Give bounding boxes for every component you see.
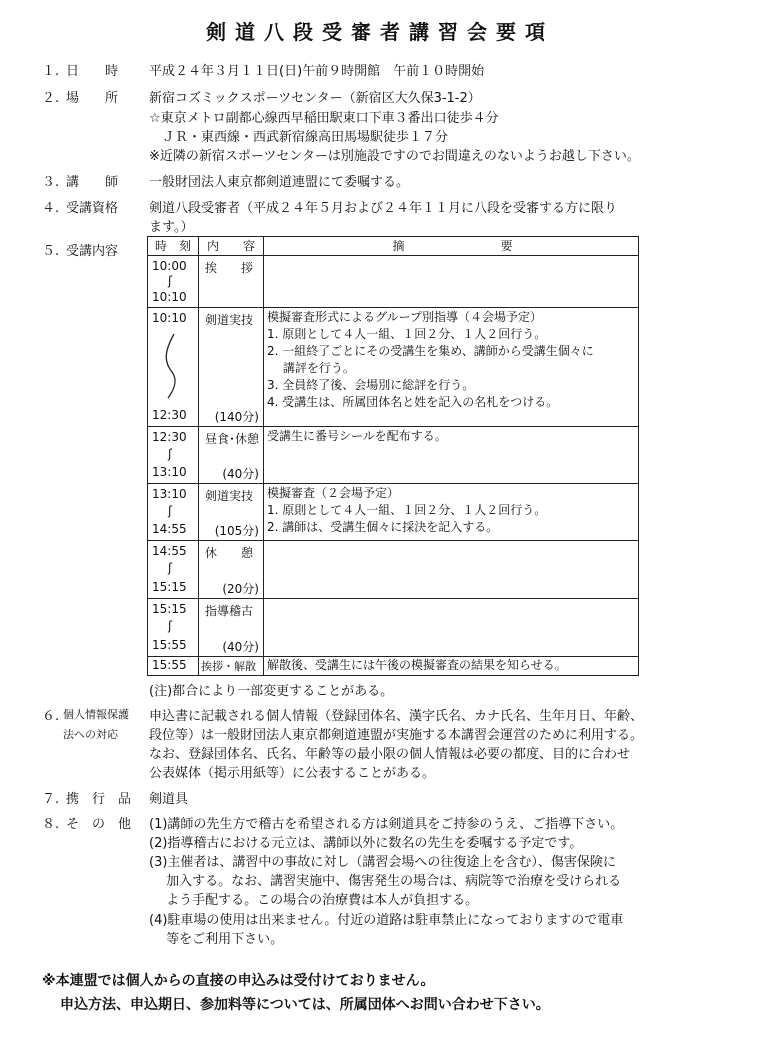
- section-label: 場 所: [66, 91, 119, 106]
- section-number: １.: [42, 64, 60, 79]
- section-label: 日 時: [66, 64, 119, 79]
- footer-inquiry: 申込方法、申込期日、参加料等については、所属団体へお問い合わせ下さい。: [60, 997, 550, 1013]
- table-row: [148, 540, 638, 598]
- detail-line: 講評を行う。: [267, 361, 355, 375]
- range-tilde: ʃ: [168, 504, 173, 518]
- activity-name: 昼食･休憩: [205, 432, 260, 446]
- section-text: 一般財団法人東京都剣道連盟にて委嘱する。: [149, 175, 410, 190]
- section-text: 平成２４年３月１１日(日)午前９時開館 午前１０時開始: [149, 64, 485, 79]
- section-text: 公表媒体（掲示用紙等）に公表することがある。: [149, 766, 436, 781]
- footer-notice: ※本連盟では個人からの直接の申込みは受付けておりません。: [42, 973, 435, 989]
- section-text: 新宿コズミックスポーツセンター（新宿区大久保3-1-2）: [149, 91, 481, 106]
- detail-line: 3. 全員終了後、会場別に総評を行う。: [267, 378, 475, 392]
- page-title: 剣道八段受審者講習会要項: [206, 20, 554, 44]
- header-content: 内 容: [199, 237, 264, 255]
- activity-name: 剣道実技: [205, 489, 254, 503]
- range-curve: [162, 332, 182, 400]
- start-time: 15:55: [152, 658, 187, 672]
- detail-line: 4. 受講生は、所属団体名と姓を記入の名札をつける。: [267, 395, 559, 409]
- detail-line: 1. 原則として４人一組、１回２分、１人２回行う。: [267, 327, 547, 341]
- section-number: ５.: [42, 244, 60, 259]
- table-row: [148, 426, 638, 483]
- end-time: 15:15: [152, 580, 187, 594]
- section-text: (1)講師の先生方で稽古を希望される方は剣道具をご持参のうえ、ご指導下さい。: [149, 817, 624, 832]
- detail-line: 模擬審査（２会場予定）: [267, 486, 400, 500]
- start-time: 12:30: [152, 430, 187, 444]
- start-time: 14:55: [152, 544, 187, 558]
- table-row: [148, 483, 638, 540]
- section-label: 受講内容: [66, 244, 119, 259]
- section-text: (4)駐車場の使用は出来ません。付近の道路は駐車禁止になっておりますので電車: [149, 913, 624, 928]
- schedule-table: [147, 236, 639, 676]
- section-text: よう手配する。この場合の治療費は本人が負担する。: [149, 893, 479, 908]
- activity-name: 挨 拶: [205, 261, 254, 275]
- activity-duration: (105分): [214, 524, 259, 538]
- section-label: 法への対応: [63, 728, 118, 741]
- section-text: 剣道八段受審者（平成２４年５月および２４年１１月に八段を受審する方に限り: [149, 201, 618, 216]
- section-label: 携 行 品: [66, 792, 132, 807]
- detail-line: 受講生に番号シールを配布する。: [267, 429, 447, 443]
- end-time: 15:55: [152, 638, 187, 652]
- activity-duration: (20分): [222, 582, 259, 596]
- section-label: 講 師: [66, 175, 119, 190]
- range-tilde: ʃ: [168, 447, 173, 461]
- start-time: 10:10: [152, 311, 187, 325]
- section-text: 段位等）は一般財団法人東京都剣道連盟が実施する本講習会運営のために利用する。: [149, 728, 644, 743]
- activity-duration: (40分): [222, 640, 259, 654]
- start-time: 15:15: [152, 602, 187, 616]
- detail-line: 2. 一組終了ごとにその受講生を集め、講師から受講生個々に: [267, 344, 594, 358]
- section-text: なお、登録団体名、氏名、年齢等の最小限の個人情報は必要の都度、目的に合わせ: [149, 747, 631, 762]
- header-time: 時 刻: [148, 237, 199, 255]
- detail-line: 模擬審査形式によるグループ別指導（４会場予定）: [267, 310, 543, 324]
- activity-name: 剣道実技: [205, 313, 254, 327]
- table-header-row: [148, 237, 638, 255]
- section-label: 受講資格: [66, 201, 119, 216]
- section-number: ７.: [42, 792, 60, 807]
- table-row: [148, 307, 638, 426]
- detail-line: 1. 原則として４人一組、１回２分、１人２回行う。: [267, 503, 547, 517]
- section-text: 等をご利用下さい。: [149, 932, 284, 947]
- detail-line: 2. 講師は、受講生個々に採決を記入する。: [267, 520, 499, 534]
- section-text: ＪＲ・東西線・西武新宿線高田馬場駅徒歩１７分: [149, 130, 449, 145]
- end-time: 12:30: [152, 408, 187, 422]
- section-number: ４.: [42, 201, 60, 216]
- section-number: ８.: [42, 817, 60, 832]
- table-row: [148, 598, 638, 656]
- section-text: 申込書に記載される個人情報（登録団体名、漢字氏名、カナ氏名、生年月日、年齢、: [149, 709, 644, 724]
- section-text: ※近隣の新宿スポーツセンターは別施設ですのでお間違えのないようお越し下さい。: [149, 149, 640, 164]
- end-time: 14:55: [152, 522, 187, 536]
- section-text: 剣道具: [149, 792, 189, 807]
- start-time: 13:10: [152, 487, 187, 501]
- section-text: (3)主催者は、講習中の事故に対し（講習会場への往復途上を含む）、傷害保険に: [149, 855, 616, 870]
- section-text: ます。）: [149, 220, 194, 235]
- section-number: ２.: [42, 91, 60, 106]
- activity-name: 休 憩: [205, 546, 254, 560]
- end-time: 10:10: [152, 290, 187, 304]
- header-summary: 摘 要: [392, 239, 513, 253]
- table-note: (注)都合により一部変更することがある。: [149, 684, 394, 699]
- range-tilde: ʃ: [168, 561, 173, 575]
- activity-duration: (40分): [222, 467, 259, 481]
- table-row: [148, 656, 638, 675]
- section-label: 個人情報保護: [63, 708, 129, 721]
- section-text: ☆東京メトロ副都心線西早稲田駅東口下車３番出口徒歩４分: [149, 111, 499, 126]
- section-number: ６.: [42, 709, 60, 724]
- start-time: 10:00: [152, 259, 187, 273]
- section-label: そ の 他: [66, 817, 132, 832]
- section-number: ３.: [42, 175, 60, 190]
- range-tilde: ʃ: [168, 274, 173, 288]
- section-text: 加入する。なお、講習実施中、傷害発生の場合は、病院等で治療を受けられる: [149, 874, 622, 889]
- activity-duration: (140分): [214, 410, 259, 424]
- range-tilde: ʃ: [168, 619, 173, 633]
- activity-name: 挨拶・解散: [201, 660, 256, 673]
- table-row: [148, 255, 638, 307]
- end-time: 13:10: [152, 465, 187, 479]
- section-text: (2)指導稽古における元立は、講師以外に数名の先生を委嘱する予定です。: [149, 836, 583, 851]
- detail-line: 解散後、受講生には午後の模擬審査の結果を知らせる。: [267, 658, 567, 672]
- activity-name: 指導稽古: [205, 604, 254, 618]
